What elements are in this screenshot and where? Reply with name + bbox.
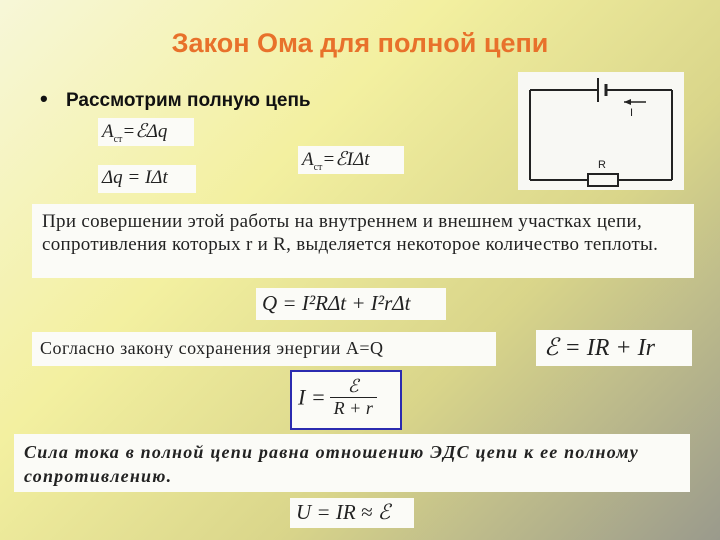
circuit-diagram xyxy=(518,72,684,190)
text-statement: Сила тока в полной цепи равна отношению ЭДС цепи к ее полному сопротивлению. xyxy=(14,434,690,492)
formula-charge: Δq = IΔt xyxy=(98,165,196,193)
formula-ohm xyxy=(290,370,402,430)
current-label: I xyxy=(630,107,634,119)
formula-ohm-fraction xyxy=(330,376,377,419)
formula-work-charge-sub: ст xyxy=(113,133,123,145)
bullet-text: Рассмотрим полную цепь xyxy=(66,90,311,111)
formula-work-time-lhs: A xyxy=(302,149,314,170)
formula-work-charge-lhs: A xyxy=(102,121,114,142)
formula-work-time-rhs: =ℰIΔt xyxy=(322,149,370,170)
circuit-svg xyxy=(518,72,684,190)
bullet-item xyxy=(40,86,311,112)
formula-ohm-denominator: R + r xyxy=(330,397,377,419)
resistor-label: R xyxy=(598,159,606,171)
formula-work-charge xyxy=(98,118,194,146)
formula-work-charge-rhs: =ℰΔq xyxy=(122,121,168,142)
text-work-heat: При совершении этой работы на внутреннем и внешнем участках цепи, сопротивления которых r и R, выделяется некоторое количество теплоты. xyxy=(32,204,694,278)
formula-work-time xyxy=(298,146,404,174)
formula-ohm-numerator: ℰ xyxy=(347,376,359,396)
formula-work-time-sub: ст xyxy=(313,161,323,173)
formula-emf: ℰ = IR + Ir xyxy=(536,330,692,366)
page-title: Закон Ома для полной цепи xyxy=(171,28,549,58)
formula-voltage: U = IR ≈ ℰ xyxy=(290,498,414,528)
text-conservation: Согласно закону сохранения энергии A=Q xyxy=(32,332,496,366)
formula-heat: Q = I²RΔt + I²rΔt xyxy=(256,288,446,320)
formula-ohm-lhs: I = xyxy=(298,384,326,410)
bullet-dot: • xyxy=(40,86,48,111)
